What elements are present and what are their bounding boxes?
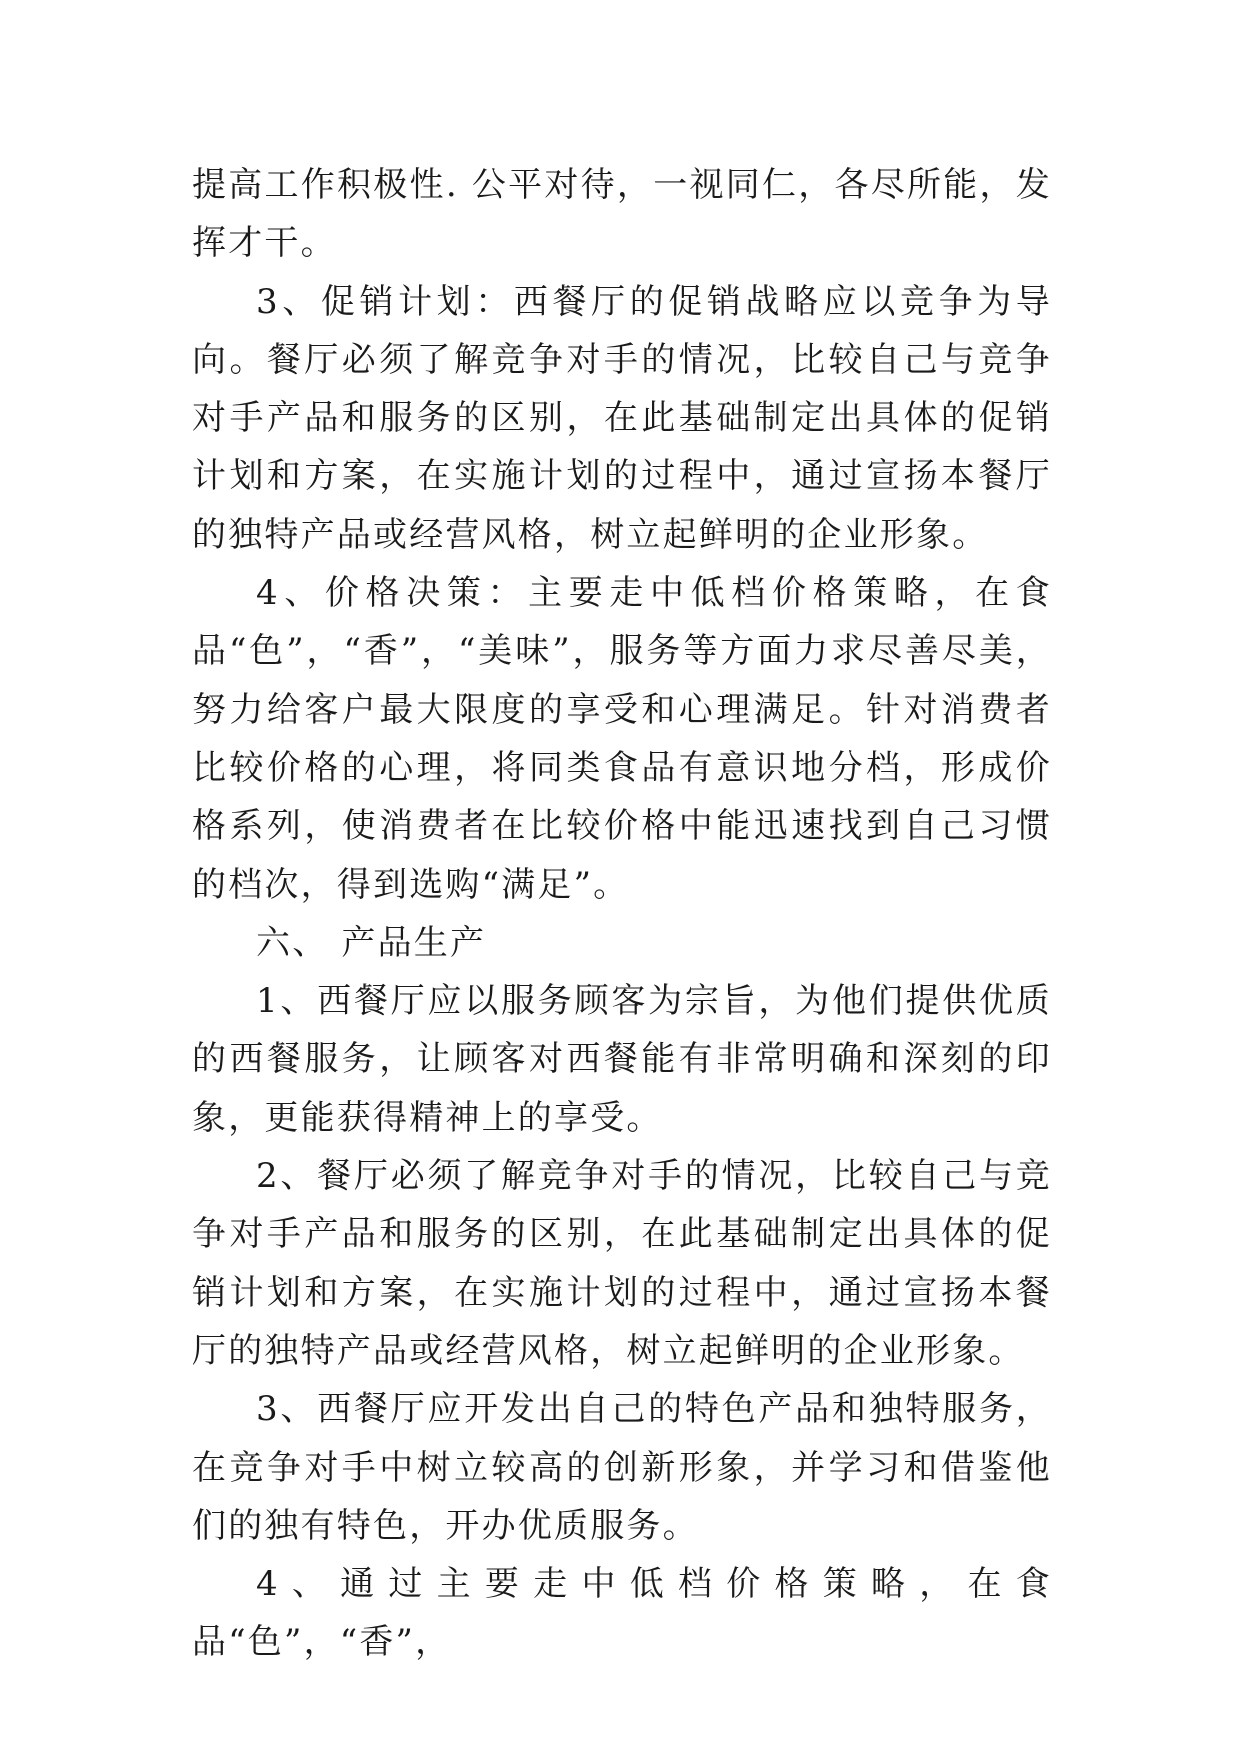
section-heading-product-production: 六、 产品生产 xyxy=(256,922,487,963)
document-body xyxy=(192,156,1052,1672)
paragraph-item-2: 2、餐厅必须了解竞争对手的情况，比较自己与竞争对手产品和服务的区别，在此基础制定出具体的促销计划和方案，在实施计划的过程中，通过宣扬本餐厅的独特产品或经营风格，树立起鲜明的企业形象。 xyxy=(192,1156,1052,1371)
paragraph-item-3: 3、西餐厅应开发出自己的特色产品和独特服务，在竞争对手中树立较高的创新形象，并学习和借鉴他们的独有特色，开办优质服务。 xyxy=(192,1389,1052,1546)
paragraph-pricing-decision: 4、价格决策：主要走中低档价格策略，在食品“色”，“香”，“美味”，服务等方面力求尽善尽美，努力给客户最大限度的享受和心理满足。针对消费者比较价格的心理，将同类食品有意识地分档，形成价格系列，使消费者在比较价格中能迅速找到自己习惯的档次，得到选购“满足”。 xyxy=(192,573,1052,905)
paragraph-continuation: 提高工作积极性. 公平对待，一视同仁，各尽所能，发挥才干。 xyxy=(192,165,1052,264)
paragraph-item-1: 1、西餐厅应以服务顾客为宗旨，为他们提供优质的西餐服务，让顾客对西餐能有非常明确和深刻的印象，更能获得精神上的享受。 xyxy=(192,981,1052,1138)
paragraph-promotion-plan: 3、促销计划：西餐厅的促销战略应以竞争为导向。餐厅必须了解竞争对手的情况，比较自己与竞争对手产品和服务的区别，在此基础制定出具体的促销计划和方案，在实施计划的过程中，通过宣扬本餐厅的独特产品或经营风格，树立起鲜明的企业形象。 xyxy=(192,281,1052,555)
paragraph-item-4: 4、通过主要走中低档价格策略，在食品“色”，“香”， xyxy=(192,1564,1052,1663)
